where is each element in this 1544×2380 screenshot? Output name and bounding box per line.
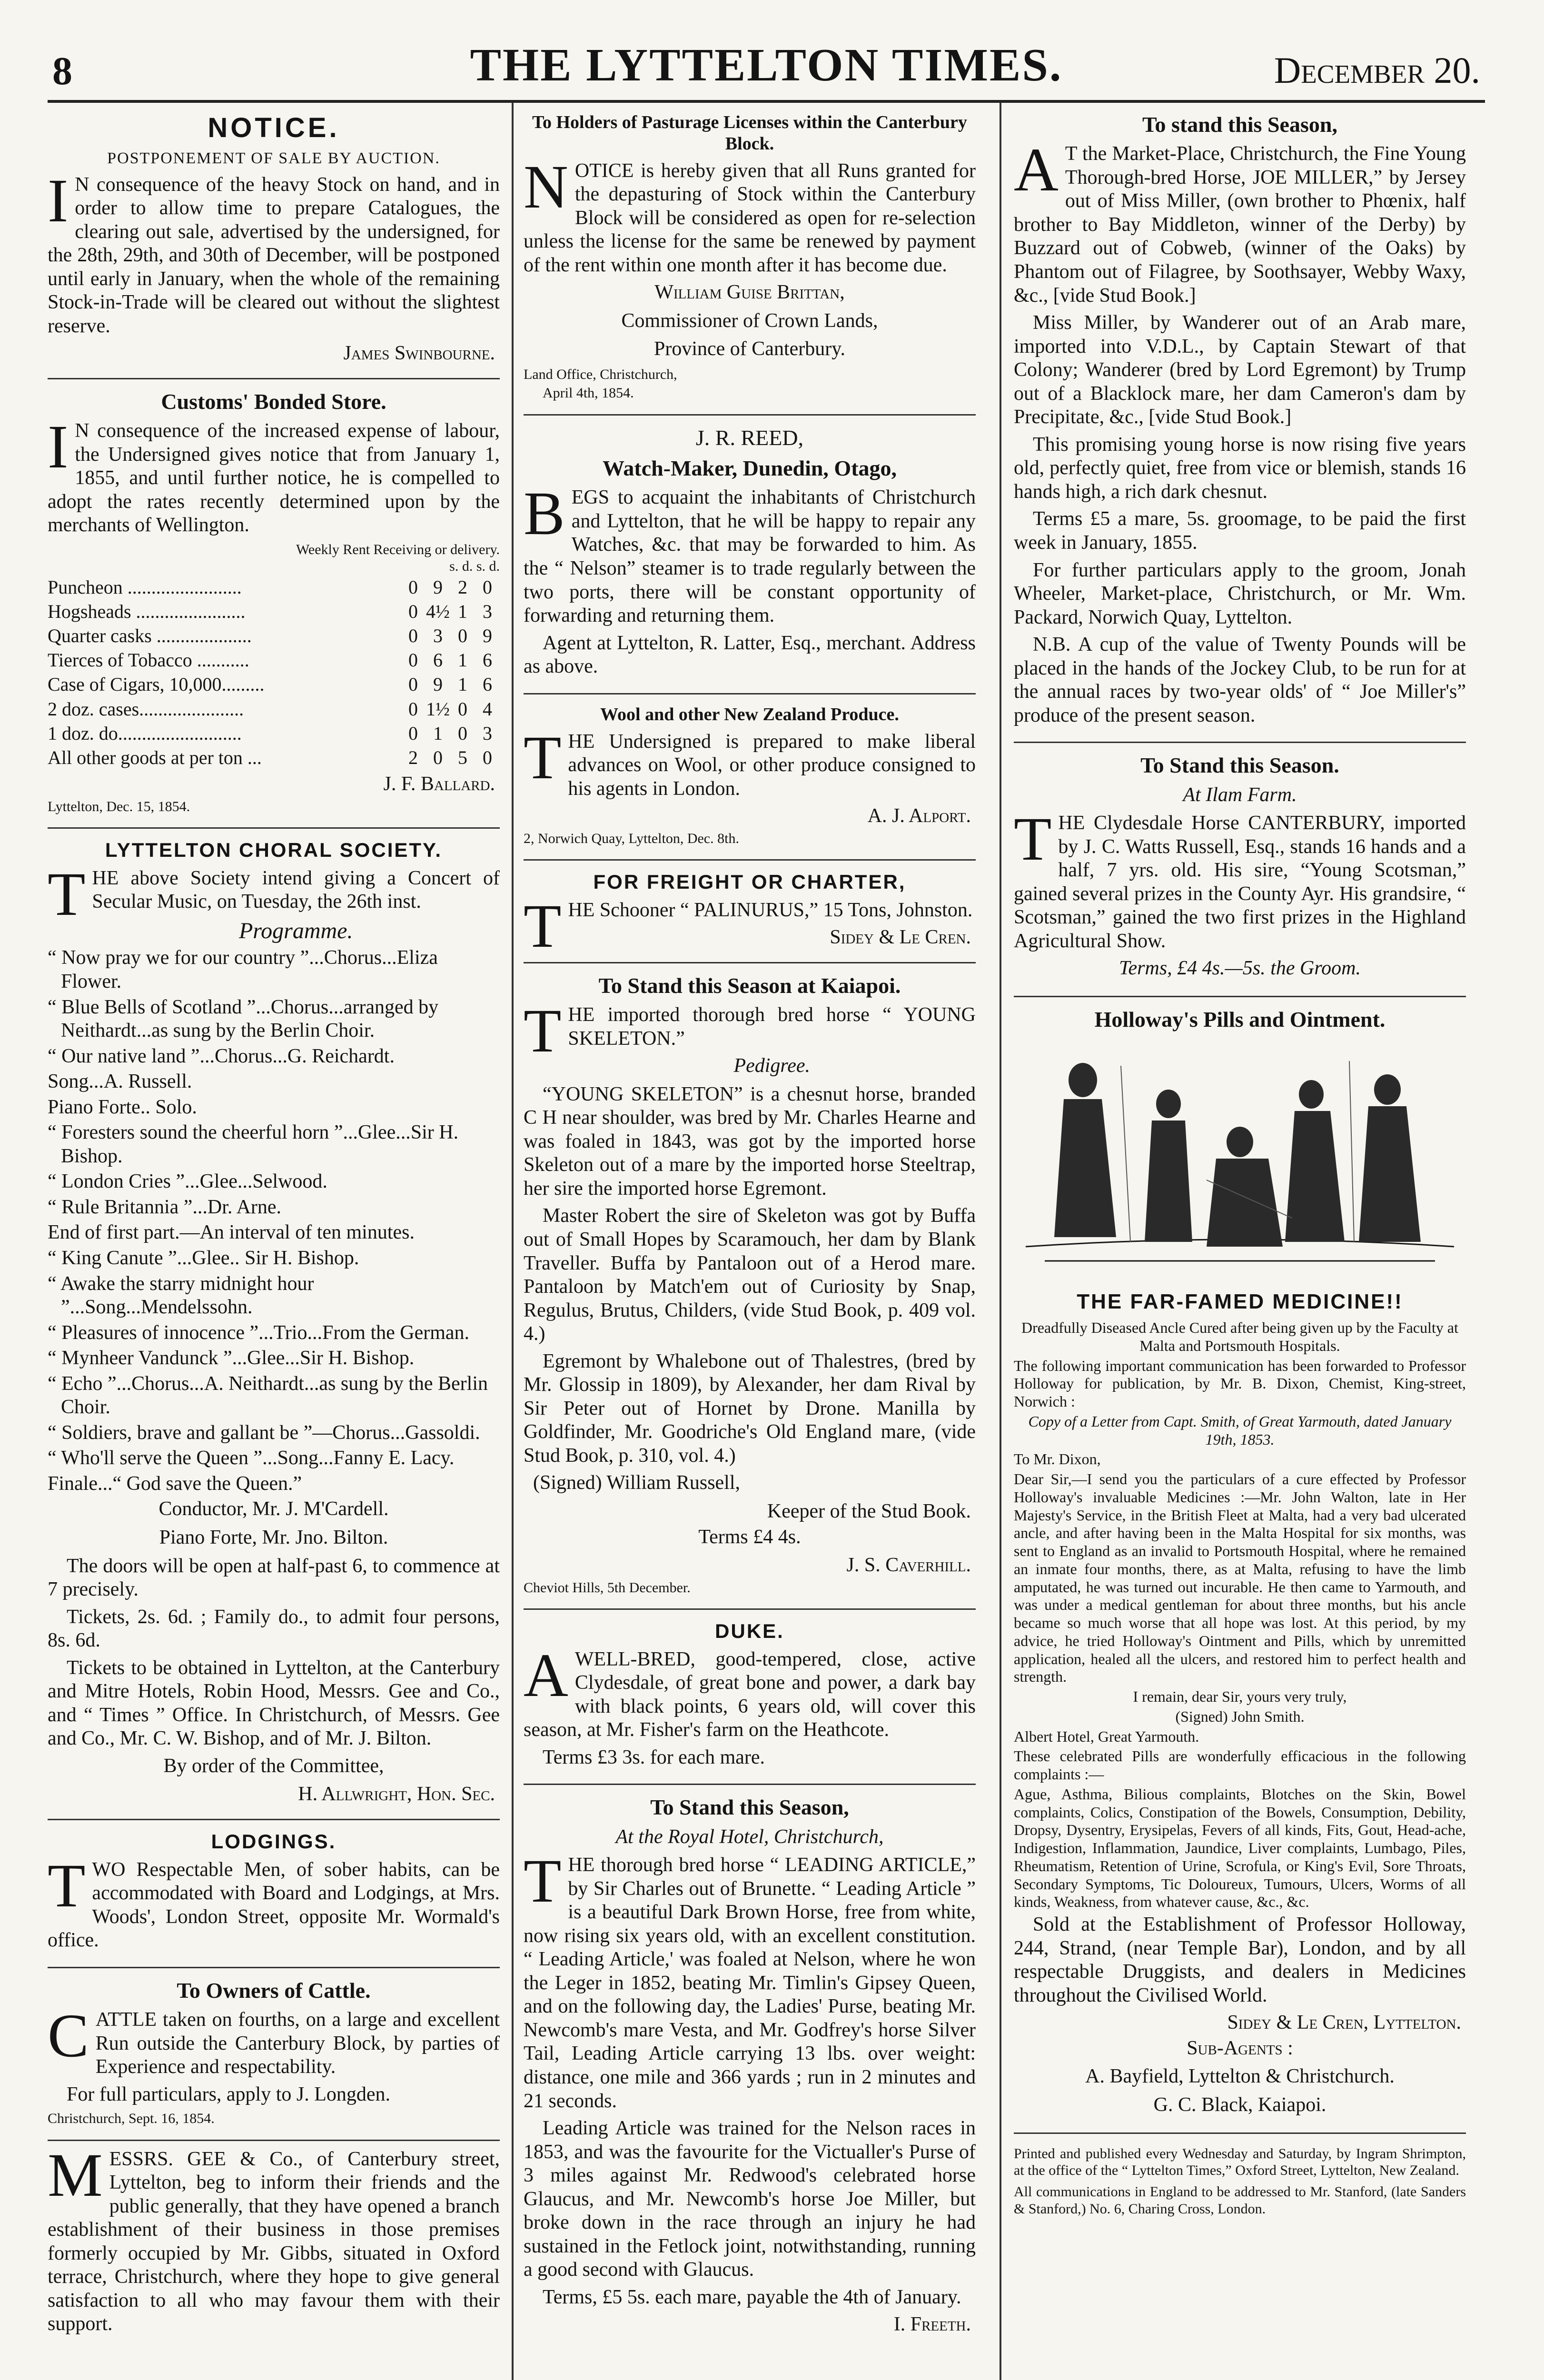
holloway-sidey: Sidey & Le Cren, Lyttelton. xyxy=(1227,2012,1461,2034)
reed-subheading: Watch-Maker, Dunedin, Otago, xyxy=(602,456,897,481)
holloway-ad xyxy=(1014,997,1466,2134)
rate-value: 0 xyxy=(408,576,418,598)
customs-heading: Customs' Bonded Store. xyxy=(161,389,386,414)
rate-value: 0 xyxy=(408,674,418,695)
gee-ad xyxy=(48,2141,500,2350)
leading-article-ad xyxy=(524,1785,976,2349)
skeleton-p3: Egremont by Whalebone out of Thalestres, (bred by Mr. Glossip in 1809), by Alexander, her dam Rival by Sir Peter out of Hornet by Drone. Manilla by Goldfinder, Mr. Goodriche's Old England mare, (vide Stud Book, p. 310, vol. 4.) xyxy=(524,1350,976,1467)
holloway-letter: Dear Sir,—I send you the particulars of a cure effected by Professor Holloway's invaluable Medicines :—Mr. John Walton, late in Her Majesty's Service, in the British Fleet at Malta, had a very bad ulcerated ancle, and after having been in the Malta Hospital for six months, was sent to England as an invalid to Portsmouth Hospital, where he remained an inmate four months, there, as at Malta, refusing to have the limb amputated, he was turned out incurable. He then came to Yarmouth, and was under a medical gentleman for about three months, but his ancle became so much worse that all hope was lost. At this period, by my advice, he tried Holloway's Ointment and Pills, which by unremitted application, healed all the ulcers, and restored him to perfect health and strength. xyxy=(1014,1470,1466,1686)
conductor-line: Conductor, Mr. J. M'Cardell. xyxy=(158,1498,389,1520)
pasturage-dateline1: Land Office, Christchurch, xyxy=(524,367,677,383)
list-item: Finale...“ God save the Queen.” xyxy=(48,1472,302,1495)
wool-heading: Wool and other New Zealand Produce. xyxy=(600,704,899,724)
list-item: “ Mynheer Vandunck ”...Glee...Sir H. Bishop. xyxy=(48,1347,415,1369)
list-item: “ Soldiers, brave and gallant be ”—Chorus...Gassoldi. xyxy=(48,1421,480,1444)
leading-heading: To Stand this Season, xyxy=(650,1795,849,1820)
programme-title: Programme. xyxy=(238,918,353,943)
column-rule-1 xyxy=(512,102,514,2380)
lodgings-body xyxy=(48,1851,500,1953)
holloway-complaints: Ague, Asthma, Bilious complaints, Blotches on the Skin, Bowel complaints, Colics, Constipation of the Bowels, Consumption, Debility, Dropsy, Dysentry, Erysipelas, Fevers of all kinds, Fits, Gout, Head-ache, Indigestion, Inflammation, Jaundice, Liver complaints, Lumbago, Piles, Rheumatism, Retention of Urine, Scrofula, or King's Evil, Sore Throats, Secondary Symptoms, Tic Doloureux, Tumours, Ulcers, Worms of all kinds, Weakness, from whatever cause, &c., &c. xyxy=(1014,1785,1466,1911)
reed-heading: J. R. REED, xyxy=(695,425,804,450)
customs-ad xyxy=(48,379,500,829)
notice-subheading: POSTPONEMENT OF SALE BY AUCTION. xyxy=(107,149,440,168)
canterbury-body xyxy=(1014,805,1466,953)
list-item: End of first part.—An interval of ten minutes. xyxy=(48,1221,415,1244)
gee-text: ESSRS. GEE & Co., of Canterbury street, Lyttelton, beg to inform their friends and the public generally, that they have opened a branch establishment of their business in those premises formerly occupied by Mr. Gibbs, situated in Oxford terrace, Christchurch, where they hope to give general satisfaction to all who may favour them with their support. xyxy=(48,2148,500,2335)
rate-value: 3 xyxy=(433,625,443,647)
drop-cap: N xyxy=(524,152,568,221)
skeleton-heading: To Stand this Season at Kaiapoi. xyxy=(598,973,901,998)
canterbury-subheading: At Ilam Farm. xyxy=(1183,783,1297,806)
drop-cap: T xyxy=(524,997,562,1066)
reed-ad xyxy=(524,416,976,694)
drop-cap: T xyxy=(48,860,86,929)
joe-p5: For further particulars apply to the groom, Jonah Wheeler, Market-place, Christchurch, or Mr. Wm. Packard, Norwich Quay, Lyttelton. xyxy=(1014,559,1466,628)
issue-date: December 20. xyxy=(1274,50,1480,91)
rate-value: 2 xyxy=(408,747,418,769)
holloway-complaints-intro: These celebrated Pills are wonderfully efficacious in the following complaints :— xyxy=(1014,1747,1466,1783)
table-row xyxy=(48,599,500,624)
rate-value: 3 xyxy=(483,600,492,622)
holloway-heading: Holloway's Pills and Ointment. xyxy=(1094,1007,1386,1032)
rate-item: Case of Cigars, 10,000......... xyxy=(48,674,265,695)
imprint-line-2: All communications in England to be addressed to Mr. Stanford, (late Sanders & Stanford,) No. 6, Charing Cross, London. xyxy=(1014,2184,1466,2217)
reed-body xyxy=(524,479,976,627)
cattle-apply: For full particulars, apply to J. Longden. xyxy=(67,2083,391,2105)
rate-value: 6 xyxy=(433,649,443,671)
choral-ad xyxy=(48,829,500,1820)
drop-cap: A xyxy=(1014,136,1059,205)
rate-item: Hogsheads ....................... xyxy=(48,600,246,622)
rate-value: 1 xyxy=(458,600,467,622)
masthead xyxy=(48,29,1485,103)
wool-signature: A. J. Alport. xyxy=(867,805,971,827)
holloway-lead1: Dreadfully Diseased Ancle Cured after being given up by the Faculty at Malta and Portsmouth Hospitals. xyxy=(1021,1319,1458,1354)
rates-table xyxy=(48,575,500,770)
duke-body xyxy=(524,1641,976,1742)
duke-terms: Terms £3 3s. for each mare. xyxy=(543,1746,765,1768)
joe-p4: Terms £5 a mare, 5s. groomage, to be paid the first week in January, 1855. xyxy=(1014,508,1466,554)
table-row xyxy=(48,745,500,770)
drop-cap: C xyxy=(48,2002,89,2070)
list-item: Song...A. Russell. xyxy=(48,1071,192,1093)
leading-subheading: At the Royal Hotel, Christchurch, xyxy=(615,1825,884,1848)
rate-value: 0 xyxy=(483,576,492,598)
reed-text: EGS to acquaint the inhabitants of Christchurch and Lyttelton, that he will be happy to repair any Watches, &c. that may be forwarded to him. As the “ Nelson” steamer is to trade regularly between the two ports, there will be constant opportunity of forwarding and returning them. xyxy=(524,486,976,627)
duke-text: WELL-BRED, good-tempered, close, active Clydesdale, of great bone and power, a dark bay with black points, 6 years old, will cover this season, at Mr. Fisher's farm on the Heathcote. xyxy=(524,1648,976,1741)
joe-p3: This promising young horse is now rising five years old, perfectly quiet, free from vice or blemish, stands 16 hands high, a rich dark chesnut. xyxy=(1014,433,1466,503)
choral-signature: H. Allwright, Hon. Sec. xyxy=(298,1783,495,1805)
rate-value: 0 xyxy=(408,698,418,720)
rate-value: 0 xyxy=(433,747,443,769)
skeleton-signature: J. S. Caverhill. xyxy=(846,1554,971,1577)
list-item: “ King Canute ”...Glee.. Sir H. Bishop. xyxy=(48,1247,359,1269)
leading-text: HE thorough bred horse “ LEADING ARTICLE,” by Sir Charles out of Brunette. “ Leading Article ” is a beautiful Dark Brown Horse, free from white, now rising six years old, with an excellent constitution. “ Leading Article,' was foaled at Nelson, where he won the Leger in 1852, beating Mr. Timlin's Gipsey Queen, and on the following day, the Ladies' Purse, beating Mr. Newcomb's mare Vesta, and Mr. Godfrey's horse Silver Tail, Leading Article carrying 13 lbs. over weight: distance, one mile and 366 yards ; run in 2 minutes and 21 seconds. xyxy=(524,1854,976,2112)
skeleton-keeper: Keeper of the Stud Book. xyxy=(767,1500,971,1522)
drop-cap: T xyxy=(524,723,562,792)
skeleton-ad xyxy=(524,963,976,1610)
notice-text: N consequence of the heavy Stock on hand, and in order to allow time to prepare Catalogues, the clearing out sale, advertised by the undersigned, for the 28th, 29th, and 30th of December, will be postponed until early in January, when the whole of the remaining Stock-in-Trade will be cleared out without the slightest reserve. xyxy=(48,173,500,337)
sub-agents-label: Sub-Agents : xyxy=(1187,2037,1293,2059)
far-famed-heading: THE FAR-FAMED MEDICINE!! xyxy=(1077,1290,1403,1314)
drop-cap: A xyxy=(524,1641,568,1710)
column-3 xyxy=(1014,102,1466,2380)
rates-header: Weekly Rent Receiving or delivery. xyxy=(296,541,500,557)
skeleton-p1: “YOUNG SKELETON” is a chesnut horse, branded C H near shoulder, was bred by Mr. Charles Hearne and was foaled in 1843, was got by the imported horse Skeleton out of a mare by the imported horse Steeltrap, her sire the imported horse Egremont. xyxy=(524,1083,976,1200)
rate-value: 9 xyxy=(433,576,443,598)
drop-cap: I xyxy=(48,166,69,235)
skeleton-terms: Terms £4 4s. xyxy=(698,1526,801,1548)
rate-item: Tierces of Tobacco ........... xyxy=(48,649,249,671)
joe-heading: To stand this Season, xyxy=(1142,112,1337,137)
rate-value: 0 xyxy=(408,625,418,647)
list-item: “ Awake the starry midnight hour ”...Song...Mendelssohn. xyxy=(48,1272,314,1319)
pasturage-sig1: William Guise Brittan, xyxy=(654,281,845,304)
drop-cap: T xyxy=(524,892,562,961)
column-rule-2 xyxy=(1000,102,1001,2380)
freight-text: HE Schooner “ PALINURUS,” 15 Tons, Johnston. xyxy=(568,899,973,921)
list-item: “ London Cries ”...Glee...Selwood. xyxy=(48,1170,327,1193)
drop-cap: M xyxy=(48,2141,103,2210)
list-item: “ Blue Bells of Scotland ”...Chorus...arranged by Neithardt...as sung by the Berlin Choir. xyxy=(48,996,439,1042)
leading-p2: Leading Article was trained for the Nelson races in 1853, and was the favourite for the Victualler's Purse of 3 miles against Mr. Redwood's celebrated horse Glaucus, and Mr. Newcomb's horse Joe Miller, but broke down in the race through an injury he had sustained in the Fetlock joint, notwithstanding, running a good second with Glaucus. xyxy=(524,2117,976,2281)
freight-ad xyxy=(524,861,976,963)
lodgings-ad xyxy=(48,1820,500,1968)
sub-agent-2: G. C. Black, Kaiapoi. xyxy=(1153,2094,1326,2116)
joe-p6: N.B. A cup of the value of Twenty Pounds will be placed in the hands of the Jockey Club, to be run for at the annual races by two-year olds' of “ Joe Miller's” produce of the present season. xyxy=(1014,634,1466,726)
duke-heading: DUKE. xyxy=(715,1620,784,1642)
rate-value: 0 xyxy=(408,722,418,744)
holloway-copy: Copy of a Letter from Capt. Smith, of Great Yarmouth, dated January 19th, 1853. xyxy=(1028,1412,1452,1448)
customs-body xyxy=(48,413,500,537)
joe-p2: Miss Miller, by Wanderer out of an Arab mare, imported into V.D.L., by Captain Stewart of that Colony; Wanderer (bred by Lord Egremont) by Trump out of a Blacklock mare, her dam Cameron's dam by Precipitate, &c., [vide Stud Book.] xyxy=(1014,312,1466,428)
holloway-sold: Sold at the Establishment of Professor Holloway, 244, Strand, (near Temple Bar), London, and by all respectable Druggists, and dealers in Medicines throughout the Civilised World. xyxy=(1014,1914,1466,2006)
skeleton-dateline: Cheviot Hills, 5th December. xyxy=(524,1579,691,1596)
wool-text: HE Undersigned is prepared to make liberal advances on Wool, or other produce consigned to his agents in London. xyxy=(568,730,976,800)
newspaper-title: THE LYTTELTON TIMES. xyxy=(470,40,1063,91)
cattle-ad xyxy=(48,1968,500,2141)
rate-item: All other goods at per ton ... xyxy=(48,747,262,769)
list-item: “ Now pray we for our country ”...Chorus...Eliza Flower. xyxy=(48,947,438,992)
cattle-body xyxy=(48,2002,500,2079)
list-item: “ Echo ”...Chorus...A. Neithardt...as sung by the Berlin Choir. xyxy=(48,1372,488,1418)
pasturage-ad xyxy=(524,102,976,416)
rates-units: s. d. s. d. xyxy=(449,558,500,575)
notice-signature: James Swinbourne. xyxy=(343,342,495,365)
rate-value: 1½ xyxy=(426,698,450,720)
rate-item: Puncheon ........................ xyxy=(48,576,242,598)
drop-cap: B xyxy=(524,479,565,548)
pasturage-dateline2: April 4th, 1854. xyxy=(543,385,634,401)
rate-value: 0 xyxy=(458,722,467,744)
order-line: By order of the Committee, xyxy=(163,1755,384,1777)
pasturage-heading: To Holders of Pasturage Licenses within the Canterbury Block. xyxy=(532,112,967,154)
rate-value: 0 xyxy=(408,600,418,622)
lodgings-text: WO Respectable Men, of sober habits, can be accommodated with Board and Lodgings, at Mrs. Woods', London Street, opposite Mr. Wormald's office. xyxy=(48,1858,500,1952)
column-1 xyxy=(48,102,500,2380)
rate-item: 1 doz. do.......................... xyxy=(48,722,242,744)
cattle-heading: To Owners of Cattle. xyxy=(177,1978,371,2003)
engraving-illustration xyxy=(1026,1037,1454,1285)
tickets-text: Tickets, 2s. 6d. ; Family do., to admit four persons, 8s. 6d. xyxy=(48,1606,500,1652)
notice-ad xyxy=(48,102,500,379)
freight-heading: FOR FREIGHT OR CHARTER, xyxy=(593,871,906,893)
leading-signature: I. Freeth. xyxy=(893,2313,971,2336)
table-row xyxy=(48,672,500,696)
canterbury-text: HE Clydesdale Horse CANTERBURY, imported by J. C. Watts Russell, Esq., stands 16 hands and a half, 7 yrs. old. His sire, “Young Scotsman,” gained several prizes in the County Ayr. His grandsire, “ Scotsman,” gained the two first prizes in the Highland Agricultural Show. xyxy=(1014,812,1466,952)
table-row xyxy=(48,648,500,672)
choral-heading: LYTTELTON CHORAL SOCIETY. xyxy=(105,839,443,862)
rate-value: 1 xyxy=(458,649,467,671)
customs-signature: J. F. Ballard. xyxy=(383,773,495,795)
rate-value: 0 xyxy=(458,625,467,647)
notice-heading: NOTICE. xyxy=(208,112,340,143)
rate-value: 4½ xyxy=(426,600,450,622)
holloway-signed: (Signed) John Smith. xyxy=(1175,1707,1305,1725)
canterbury-ad xyxy=(1014,743,1466,997)
page-number: 8 xyxy=(52,49,72,93)
skeleton-signed: (Signed) William Russell, xyxy=(533,1472,741,1494)
table-row xyxy=(48,575,500,599)
ticket-outlets-text: Tickets to be obtained in Lyttelton, at the Canterbury and Mitre Hotels, Robin Hood, Messrs. Gee and Co., and “ Times ” Office. In Christchurch, of Messrs. Gee and Co., Mr. C. W. Bishop, and of Mr. J. Bilton. xyxy=(48,1656,500,1750)
list-item: “ Our native land ”...Chorus...G. Reichardt. xyxy=(48,1045,395,1067)
piano-line: Piano Forte, Mr. Jno. Bilton. xyxy=(159,1526,388,1548)
skeleton-text: HE imported thorough bred horse “ YOUNG SKELETON.” xyxy=(568,1004,976,1050)
rate-item: Quarter casks .................... xyxy=(48,625,252,647)
choral-text: HE above Society intend giving a Concert of Secular Music, on Tuesday, the 26th inst. xyxy=(92,867,500,913)
table-row xyxy=(48,624,500,648)
cattle-dateline: Christchurch, Sept. 16, 1854. xyxy=(48,2111,215,2127)
duke-ad xyxy=(524,1610,976,1785)
wool-body xyxy=(524,723,976,801)
list-item: “ Rule Britannia ”...Dr. Arne. xyxy=(48,1196,282,1218)
leading-body xyxy=(524,1847,976,2113)
rate-value: 1 xyxy=(433,722,443,744)
choral-body xyxy=(48,860,500,929)
wool-dateline: 2, Norwich Quay, Lyttelton, Dec. 8th. xyxy=(524,830,739,846)
wool-ad xyxy=(524,694,976,861)
rate-item: 2 doz. cases...................... xyxy=(48,698,244,720)
list-item: Piano Forte.. Solo. xyxy=(48,1096,197,1118)
pasturage-body xyxy=(524,152,976,278)
freight-signature: Sidey & Le Cren. xyxy=(830,926,971,949)
programme-list xyxy=(48,946,500,1496)
canterbury-terms: Terms, £4 4s.—5s. the Groom. xyxy=(1119,957,1361,980)
imprint xyxy=(1014,2134,1466,2228)
table-row xyxy=(48,721,500,745)
drop-cap: T xyxy=(524,1847,562,1916)
rate-value: 0 xyxy=(483,747,492,769)
rate-value: 0 xyxy=(458,698,467,720)
leading-terms: Terms, £5 5s. each mare, payable the 4th of January. xyxy=(543,2286,961,2308)
skeleton-p2: Master Robert the sire of Skeleton was got by Buffa out of Small Hopes by Scaramouch, her dam by Blank Traveller. Buffa by Pantaloon out of a Herod mare. Pantaloon by Match'em out of Curiosity by Snap, Regulus, Brutus, Childers, (vide Stud Book, p. 409 vol. 4.) xyxy=(524,1205,976,1345)
imprint-line-1: Printed and published every Wednesday and Saturday, by Ingram Shrimpton, at the office of the “ Lyttelton Times,” Oxford Street, Lyttelton, New Zealand. xyxy=(1014,2145,1466,2178)
holloway-to: To Mr. Dixon, xyxy=(1014,1450,1101,1468)
rate-value: 6 xyxy=(483,649,492,671)
sub-agent-1: A. Bayfield, Lyttelton & Christchurch. xyxy=(1085,2065,1395,2088)
notice-body xyxy=(48,166,500,338)
rate-value: 1 xyxy=(458,674,467,695)
drop-cap: T xyxy=(1014,805,1052,874)
canterbury-heading: To Stand this Season. xyxy=(1140,753,1339,778)
joe-body xyxy=(1014,136,1466,307)
list-item: “ Foresters sound the cheerful horn ”...Glee...Sir H. Bishop. xyxy=(48,1121,459,1167)
pasturage-text: OTICE is hereby given that all Runs granted for the depasturing of Stock within the Canterbury Block will be considered as open for re-selection unless the license for the same be renewed by payment of the rent within one month after it has become due. xyxy=(524,159,976,276)
drop-cap: T xyxy=(48,1851,86,1920)
lodgings-heading: LODGINGS. xyxy=(211,1830,337,1853)
table-row xyxy=(48,697,500,721)
joe-text: T the Market-Place, Christchurch, the Fine Young Thorough-bred Horse, JOE MILLER,” by Jersey out of Miss Miller, (own brother to Phœnix, half brother to Bay Middleton, winner of the Derby) by Buzzard out of Cobweb, (winner of the Oaks) by Phantom out of Filagree, by Soothsayer, Webby Waxy, &c., [vide Stud Book.] xyxy=(1014,143,1466,307)
holloway-address: Albert Hotel, Great Yarmouth. xyxy=(1014,1727,1199,1745)
cattle-text: ATTLE taken on fourths, on a large and excellent Run outside the Canterbury Block, by parties of Experience and respectability. xyxy=(95,2009,500,2078)
rate-value: 3 xyxy=(483,722,492,744)
list-item: “ Pleasures of innocence ”...Trio...From the German. xyxy=(48,1321,470,1344)
rate-value: 0 xyxy=(408,649,418,671)
reed-agent: Agent at Lyttelton, R. Latter, Esq., merchant. Address as above. xyxy=(524,632,976,678)
rate-value: 4 xyxy=(483,698,492,720)
holloway-remain: I remain, dear Sir, yours very truly, xyxy=(1133,1688,1347,1706)
pasturage-sig2: Commissioner of Crown Lands, xyxy=(621,309,878,332)
joe-miller-ad xyxy=(1014,102,1466,743)
rate-value: 2 xyxy=(458,576,467,598)
rate-value: 5 xyxy=(458,747,467,769)
drop-cap: I xyxy=(48,413,69,482)
pedigree-label: Pedigree. xyxy=(733,1055,810,1077)
customs-text: N consequence of the increased expense of labour, the Undersigned gives notice that from January 1, 1855, and until further notice, he is compelled to adopt the rates recently determined upon by the merchants of Wellington. xyxy=(48,420,500,536)
rate-value: 9 xyxy=(433,674,443,695)
rate-value: 6 xyxy=(483,674,492,695)
gee-body xyxy=(48,2141,500,2336)
doors-text: The doors will be open at half-past 6, to commence at 7 precisely. xyxy=(48,1555,500,1601)
list-item: “ Who'll serve the Queen ”...Song...Fanny E. Lacy. xyxy=(48,1447,455,1469)
holloway-lead2: The following important communication has been forwarded to Professor Holloway for publication, by Mr. B. Dixon, Chemist, King-street, Norwich : xyxy=(1014,1357,1466,1410)
pasturage-sig3: Province of Canterbury. xyxy=(654,338,845,360)
column-2 xyxy=(524,102,976,2380)
customs-dateline: Lyttelton, Dec. 15, 1854. xyxy=(48,798,190,814)
rate-value: 9 xyxy=(483,625,492,647)
